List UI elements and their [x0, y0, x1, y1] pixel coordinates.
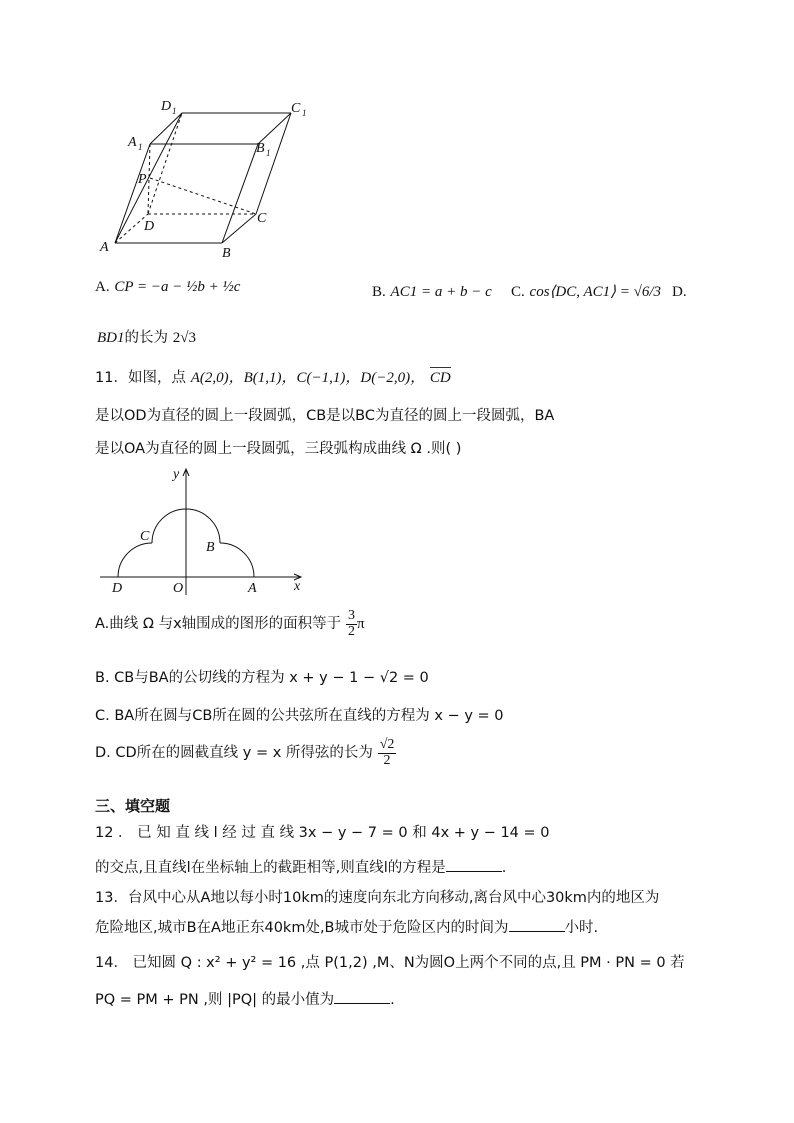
- label-point-a: A: [248, 581, 257, 596]
- hidden-d-d1: [148, 113, 182, 214]
- q12-line2: [95, 856, 506, 877]
- q13-text: 危险地区,城市B在A地正东40km处,B城市处于危险区内的时间为: [95, 920, 509, 936]
- arc-ba: [220, 543, 254, 577]
- option-b-expr: AC1 = a + b − c: [390, 284, 492, 300]
- hidden-p-c: [150, 178, 256, 214]
- fraction-3-2: [346, 609, 357, 639]
- q14-text: PQ = PM + PN ,则 |PQ| 的最小值为: [95, 992, 335, 1008]
- q12-answer-blank[interactable]: [446, 859, 502, 872]
- q11-option-d-text: D. CD所在的圆截直线 y = x 所得弦的长为: [95, 745, 373, 762]
- q13-line1: 13．台风中心从A地以每小时10km的速度向东北方向移动,离台风中心30km内的地区为: [95, 890, 660, 906]
- q11-line2: 是以OD为直径的圆上一段圆弧，CB是以BC为直径的圆上一段圆弧，BA: [95, 408, 555, 424]
- q11-arc-cd: CD: [429, 370, 451, 386]
- q11-number: 11．如图，点: [95, 370, 186, 386]
- option-d-label: D.: [672, 284, 687, 300]
- label-origin: O: [173, 581, 184, 596]
- q11-option-d: [95, 738, 396, 768]
- q14-line2: [95, 988, 395, 1009]
- label-b1: B: [256, 141, 265, 156]
- option-a-expr: CP = −a − ½b + ½c: [114, 279, 241, 295]
- option-d-value: 2√3: [172, 330, 197, 346]
- q10-option-d-line2: [97, 326, 196, 347]
- q11-points: A(2,0)，B(1,1)，C(−1,1)，D(−2,0)，: [190, 370, 426, 386]
- q10-option-d: [672, 282, 687, 301]
- fraction-numerator: √2: [379, 737, 395, 752]
- fraction-denominator: 2: [347, 623, 355, 639]
- label-b: B: [222, 246, 231, 261]
- section-title: 三、填空题: [95, 797, 171, 815]
- q14-answer-blank[interactable]: [334, 991, 390, 1004]
- label-d1: D: [161, 99, 172, 114]
- label-a1-sub: 1: [138, 142, 143, 152]
- label-p: P: [138, 172, 147, 187]
- fraction-numerator: 3: [347, 608, 355, 623]
- q14-line1: 14． 已知圆 Q : x² + y² = 16 ,点 P(1,2) ,M、N为圆O上两个不同的点,且 PM · PN = 0 若: [95, 955, 685, 971]
- label-b1-sub: 1: [266, 148, 271, 158]
- fraction-denominator: 2: [383, 752, 391, 768]
- option-a-label: A.: [95, 279, 110, 295]
- label-x-axis: x: [294, 579, 301, 594]
- option-b-label: B.: [372, 284, 386, 300]
- label-c1: C: [291, 101, 301, 116]
- label-point-d: D: [112, 581, 123, 596]
- q11-line3: 是以OA为直径的圆上一段圆弧，三段弧构成曲线 Ω .则( ): [95, 441, 462, 457]
- curve-omega-figure: [95, 462, 310, 597]
- q10-option-c: [511, 282, 661, 301]
- q12-line1: 12 ． 已 知 直 线 l 经 过 直 线 3x − y − 7 = 0 和 4x + y − 14 = 0: [95, 825, 550, 841]
- q14-end: .: [390, 992, 395, 1008]
- option-c-label: C.: [511, 284, 525, 300]
- q12-text: 的交点,且直线l在坐标轴上的截距相等,则直线l的方程是: [95, 860, 446, 876]
- option-c-expr: cos⟨DC, AC1⟩ = √6/3: [529, 284, 662, 300]
- arc-cd: [118, 543, 152, 577]
- q10-option-a: [95, 277, 240, 296]
- label-point-b: B: [206, 540, 215, 555]
- label-y-axis: y: [173, 467, 180, 482]
- q10-option-b: [372, 282, 492, 301]
- fraction-sqrt2-2: [378, 738, 397, 768]
- q11-option-a: [95, 609, 365, 639]
- segment-bd1: BD1: [97, 330, 125, 346]
- q13-end: 小时.: [564, 920, 599, 936]
- label-point-c: C: [140, 529, 150, 544]
- q11-option-a-text: A.曲线 Ω 与x轴围成的图形的面积等于: [95, 616, 342, 633]
- label-d: D: [144, 219, 155, 234]
- label-d1-sub: 1: [172, 106, 177, 116]
- label-a1: A: [128, 135, 137, 150]
- label-a: A: [100, 240, 109, 255]
- q11-option-c: C. BA所在圆与CB所在圆的公共弦所在直线的方程为 x − y = 0: [95, 708, 504, 724]
- parallelepiped-figure: [95, 95, 325, 265]
- q12-end: .: [501, 860, 507, 876]
- pi-symbol: π: [356, 616, 365, 633]
- edge-c-c1: [256, 113, 291, 214]
- label-c1-sub: 1: [302, 108, 307, 118]
- q11-line1: [95, 366, 451, 387]
- q13-answer-blank[interactable]: [509, 919, 565, 932]
- label-c: C: [257, 211, 267, 226]
- option-d-text: 的长为: [124, 330, 168, 346]
- q11-option-b: B. CB与BA的公切线的方程为 x + y − 1 − √2 = 0: [95, 670, 429, 686]
- q13-line2: [95, 916, 598, 937]
